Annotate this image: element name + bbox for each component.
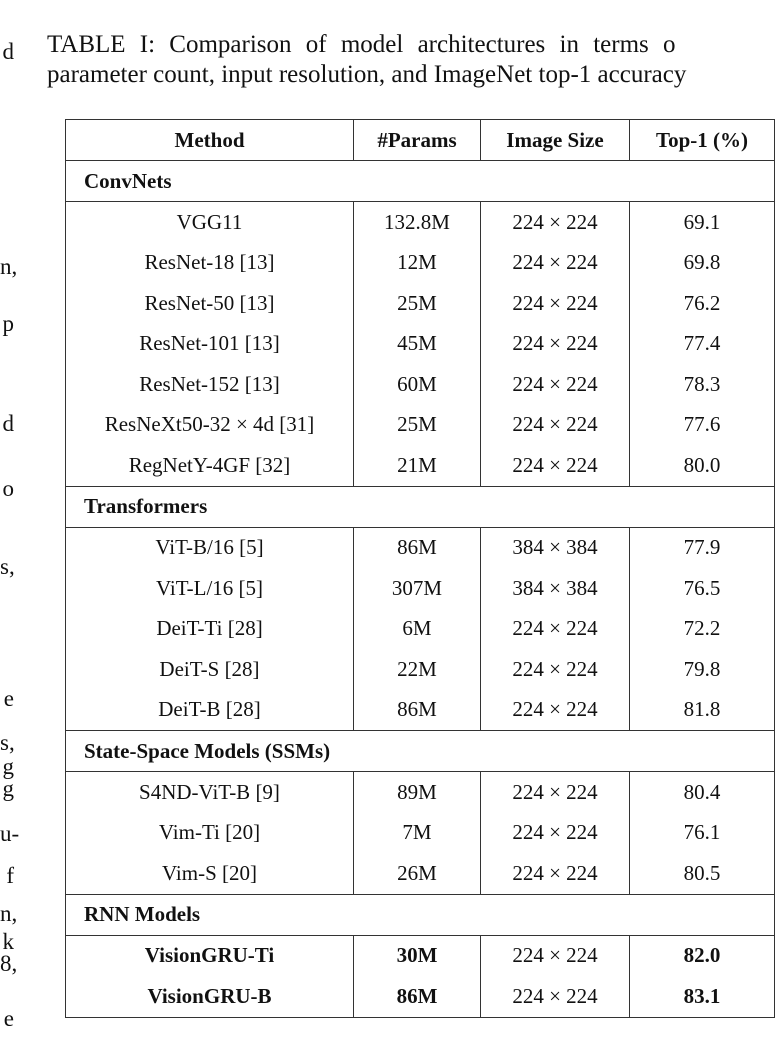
cell-top1: 81.8 — [630, 690, 775, 731]
cell-method: DeiT-S [28] — [66, 649, 354, 690]
table-row — [66, 568, 775, 609]
cell-image-size: 384 × 384 — [481, 527, 630, 568]
margin-text-fragment: f — [6, 863, 14, 888]
cell-top1: 83.1 — [630, 976, 775, 1017]
margin-text-fragment: n, — [0, 254, 18, 279]
cell-method: DeiT-B [28] — [66, 690, 354, 731]
table-row — [66, 853, 775, 894]
cell-top1: 82.0 — [630, 935, 775, 976]
table-row — [66, 445, 775, 486]
group-header-row — [66, 731, 775, 772]
cell-image-size: 224 × 224 — [481, 813, 630, 854]
cell-params: 12M — [354, 243, 481, 284]
cell-image-size: 224 × 224 — [481, 243, 630, 284]
cell-top1: 78.3 — [630, 364, 775, 405]
cell-image-size: 224 × 224 — [481, 649, 630, 690]
margin-text-fragment: e — [3, 1006, 14, 1031]
header-top1: Top-1 (%) — [630, 120, 775, 161]
cell-top1: 76.5 — [630, 568, 775, 609]
margin-text-fragment: g — [2, 754, 14, 779]
table-row — [66, 772, 775, 813]
header-image-size: Image Size — [481, 120, 630, 161]
margin-text-fragment: k — [2, 929, 14, 954]
header-method: Method — [66, 120, 354, 161]
cell-params: 60M — [354, 364, 481, 405]
cell-image-size: 384 × 384 — [481, 568, 630, 609]
cell-params: 21M — [354, 445, 481, 486]
table-row — [66, 813, 775, 854]
group-header-row — [66, 894, 775, 935]
cell-image-size: 224 × 224 — [481, 283, 630, 324]
table-row — [66, 405, 775, 446]
cell-params: 6M — [354, 609, 481, 650]
cell-method: VisionGRU-B — [66, 976, 354, 1017]
cell-top1: 77.4 — [630, 324, 775, 365]
cell-method: RegNetY-4GF [32] — [66, 445, 354, 486]
cell-top1: 80.0 — [630, 445, 775, 486]
cell-params: 26M — [354, 853, 481, 894]
margin-text-fragment: e — [3, 686, 14, 711]
margin-text-fragment: n, — [0, 901, 18, 926]
group-label: Transformers — [66, 486, 775, 527]
table-row — [66, 690, 775, 731]
cell-method: ResNeXt50-32 × 4d [31] — [66, 405, 354, 446]
table-row — [66, 976, 775, 1017]
table-row — [66, 243, 775, 284]
cell-params: 7M — [354, 813, 481, 854]
cell-top1: 77.6 — [630, 405, 775, 446]
cell-top1: 76.2 — [630, 283, 775, 324]
cell-method: ResNet-152 [13] — [66, 364, 354, 405]
group-label: RNN Models — [66, 894, 775, 935]
cell-method: ResNet-50 [13] — [66, 283, 354, 324]
cell-params: 25M — [354, 283, 481, 324]
cell-top1: 79.8 — [630, 649, 775, 690]
cell-method: ViT-B/16 [5] — [66, 527, 354, 568]
margin-text-fragment: g — [2, 776, 14, 801]
cell-image-size: 224 × 224 — [481, 609, 630, 650]
table-row — [66, 324, 775, 365]
cell-params: 45M — [354, 324, 481, 365]
group-label: State-Space Models (SSMs) — [66, 731, 775, 772]
cell-method: VisionGRU-Ti — [66, 935, 354, 976]
cell-top1: 80.5 — [630, 853, 775, 894]
margin-text-fragment: p — [2, 311, 14, 336]
cell-method: ViT-L/16 [5] — [66, 568, 354, 609]
cell-top1: 77.9 — [630, 527, 775, 568]
margin-text-fragment: s, — [0, 730, 15, 755]
cell-top1: 72.2 — [630, 609, 775, 650]
cell-method: VGG11 — [66, 202, 354, 243]
cell-params: 86M — [354, 976, 481, 1017]
cell-image-size: 224 × 224 — [481, 772, 630, 813]
table-row — [66, 283, 775, 324]
header-params: #Params — [354, 120, 481, 161]
cell-method: ResNet-101 [13] — [66, 324, 354, 365]
margin-text-fragment: d — [2, 411, 14, 436]
group-label: ConvNets — [66, 161, 775, 202]
cell-method: S4ND-ViT-B [9] — [66, 772, 354, 813]
cell-params: 132.8M — [354, 202, 481, 243]
table-row — [66, 527, 775, 568]
cell-params: 25M — [354, 405, 481, 446]
table-row — [66, 935, 775, 976]
cell-method: DeiT-Ti [28] — [66, 609, 354, 650]
cell-method: Vim-S [20] — [66, 853, 354, 894]
comparison-table — [65, 119, 775, 1018]
table-row — [66, 364, 775, 405]
caption-line-1: TABLE I: Comparison of model architectures in terms o — [47, 31, 676, 58]
margin-text-fragment: o — [2, 476, 14, 501]
cell-params: 22M — [354, 649, 481, 690]
cell-top1: 80.4 — [630, 772, 775, 813]
cell-image-size: 224 × 224 — [481, 935, 630, 976]
margin-text-fragment: s, — [0, 554, 15, 579]
table-row — [66, 609, 775, 650]
table-row — [66, 649, 775, 690]
cell-method: Vim-Ti [20] — [66, 813, 354, 854]
cell-image-size: 224 × 224 — [481, 202, 630, 243]
table-row — [66, 202, 775, 243]
caption-line-2: parameter count, input resolution, and ImageNet top-1 accuracy — [47, 61, 687, 88]
cell-params: 30M — [354, 935, 481, 976]
group-header-row — [66, 161, 775, 202]
table-caption — [47, 30, 782, 90]
cell-top1: 69.8 — [630, 243, 775, 284]
cell-image-size: 224 × 224 — [481, 976, 630, 1017]
cell-image-size: 224 × 224 — [481, 324, 630, 365]
margin-text-fragment: u- — [0, 821, 20, 846]
margin-text-fragment: 8, — [0, 951, 18, 976]
cell-method: ResNet-18 [13] — [66, 243, 354, 284]
cell-params: 307M — [354, 568, 481, 609]
cell-image-size: 224 × 224 — [481, 690, 630, 731]
cell-image-size: 224 × 224 — [481, 445, 630, 486]
cell-top1: 69.1 — [630, 202, 775, 243]
cell-params: 86M — [354, 690, 481, 731]
cell-image-size: 224 × 224 — [481, 405, 630, 446]
cell-image-size: 224 × 224 — [481, 853, 630, 894]
cell-params: 86M — [354, 527, 481, 568]
group-header-row — [66, 486, 775, 527]
cell-params: 89M — [354, 772, 481, 813]
cell-top1: 76.1 — [630, 813, 775, 854]
table-header-row — [66, 120, 775, 161]
margin-text-fragment: d — [2, 39, 14, 64]
cell-image-size: 224 × 224 — [481, 364, 630, 405]
